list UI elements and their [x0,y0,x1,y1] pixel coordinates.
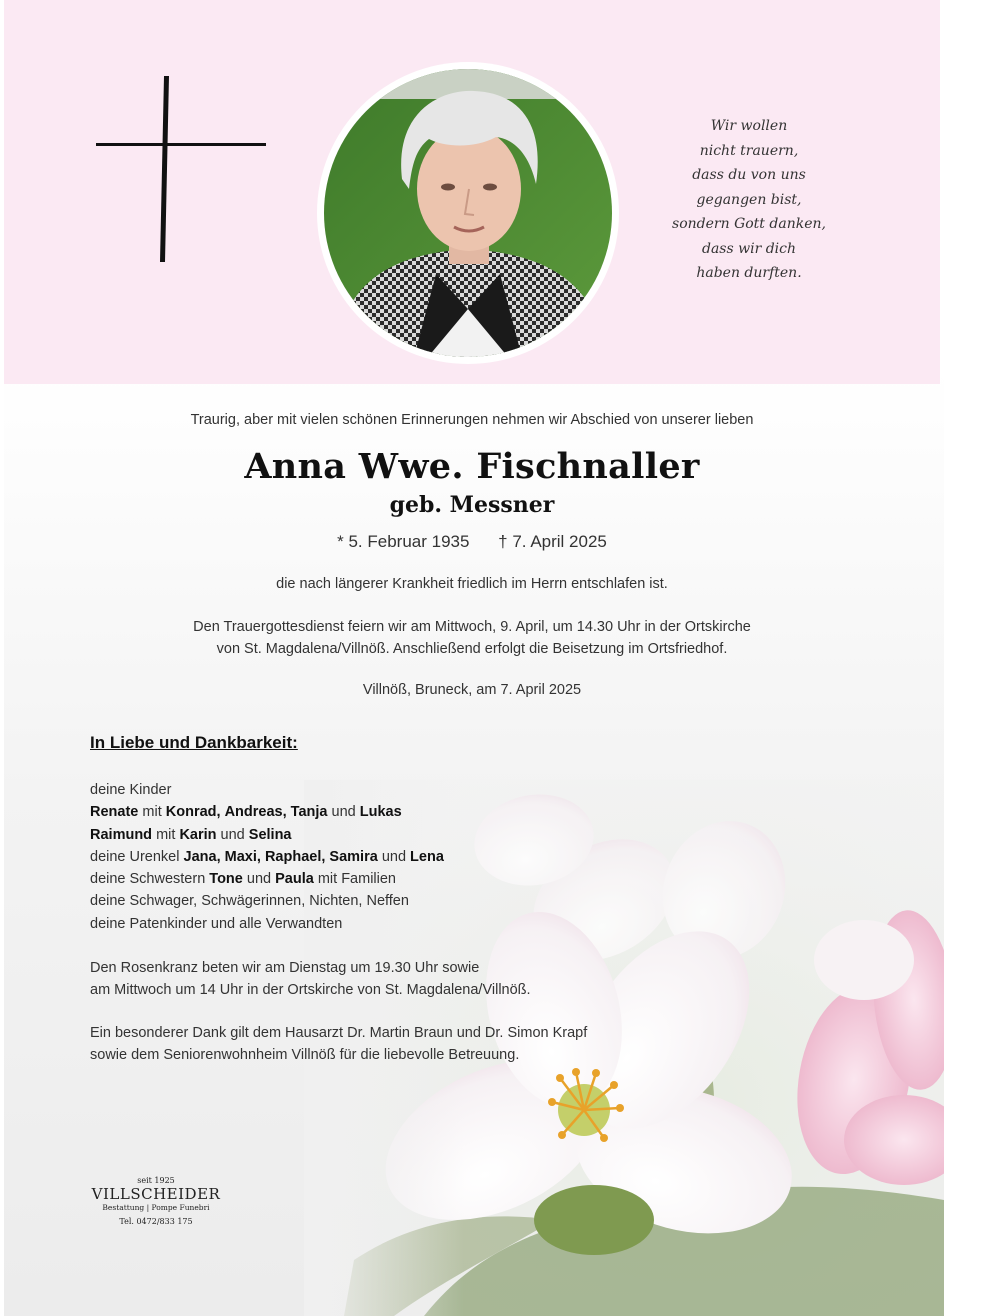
rosary-line: am Mittwoch um 14 Uhr in der Ortskirche von St. Magdalena/Villnöß. [90,982,531,999]
family-line: Renate mit Konrad, Andreas, Tanja und Lukas [90,804,402,821]
service-line: von St. Magdalena/Villnöß. Anschließend erfolgt die Beisetzung im Ortsfriedhof. [216,641,728,657]
thanks-heading: In Liebe und Dankbarkeit: [90,733,298,752]
gratitude-line: Ein besonderer Dank gilt dem Hausarzt Dr. Martin Braun und Dr. Simon Krapf [90,1025,588,1041]
life-dates [4,532,940,552]
poem-line: sondern Gott danken, [672,216,826,232]
birth-date: * 5. Februar 1935 [337,532,470,551]
poem-line: Wir wollen [710,118,788,134]
poem-line: dass wir dich [701,240,797,257]
place-date: Villnöß, Bruneck, am 7. April 2025 [362,682,582,698]
cross-icon [96,76,266,262]
portrait-photo [317,62,619,364]
intro-text: Traurig, aber mit vielen schönen Erinnerungen nehmen wir Abschied von unserer lieben [190,412,754,428]
family-list [90,779,444,935]
header-banner [4,0,940,384]
poem-line: haben durften. [696,265,802,281]
family-line: deine Urenkel Jana, Maxi, Raphael, Samira und Lena [90,848,444,865]
family-line: deine Patenkinder und alle Verwandten [90,915,343,932]
family-line: Raimund mit Karin und Selina [90,826,292,843]
logo-subtitle: Bestattung | Pompe Funebri [102,1203,210,1212]
family-line: deine Schwager, Schwägerinnen, Nichten, Neffen [90,893,409,910]
funeral-home-logo [86,1176,226,1226]
gratitude-line: sowie dem Seniorenwohnheim Villnöß für die liebevolle Betreuung. [90,1047,520,1064]
death-date: † 7. April 2025 [498,532,607,551]
logo-since: seit 1925 [137,1176,175,1185]
rosary-info [90,957,531,1002]
service-line: Den Trauergottesdienst feiern wir am Mittwoch, 9. April, um 14.30 Uhr in der Ortskirche [193,619,751,635]
poem-line: dass du von uns [692,167,806,183]
family-line: deine Schwestern Tone und Paula mit Familien [90,871,396,888]
deceased-name: Anna Wwe. Fischnaller [244,446,700,487]
death-note: die nach längerer Krankheit friedlich im Herrn entschlafen ist. [276,576,668,592]
logo-brand: VILLSCHEIDER [91,1185,221,1203]
rosary-line: Den Rosenkranz beten wir am Dienstag um 19.30 Uhr sowie [90,960,480,976]
obituary-page [4,0,944,1316]
poem-line: nicht trauern, [699,142,799,159]
family-line: deine Kinder [90,782,172,798]
funeral-service-text [4,616,940,660]
memorial-poem [644,114,854,286]
poem-line: gegangen bist, [696,191,802,208]
gratitude-note [90,1022,587,1067]
maiden-name: geb. Messner [389,492,555,518]
logo-phone: Tel. 0472/833 175 [119,1217,193,1226]
